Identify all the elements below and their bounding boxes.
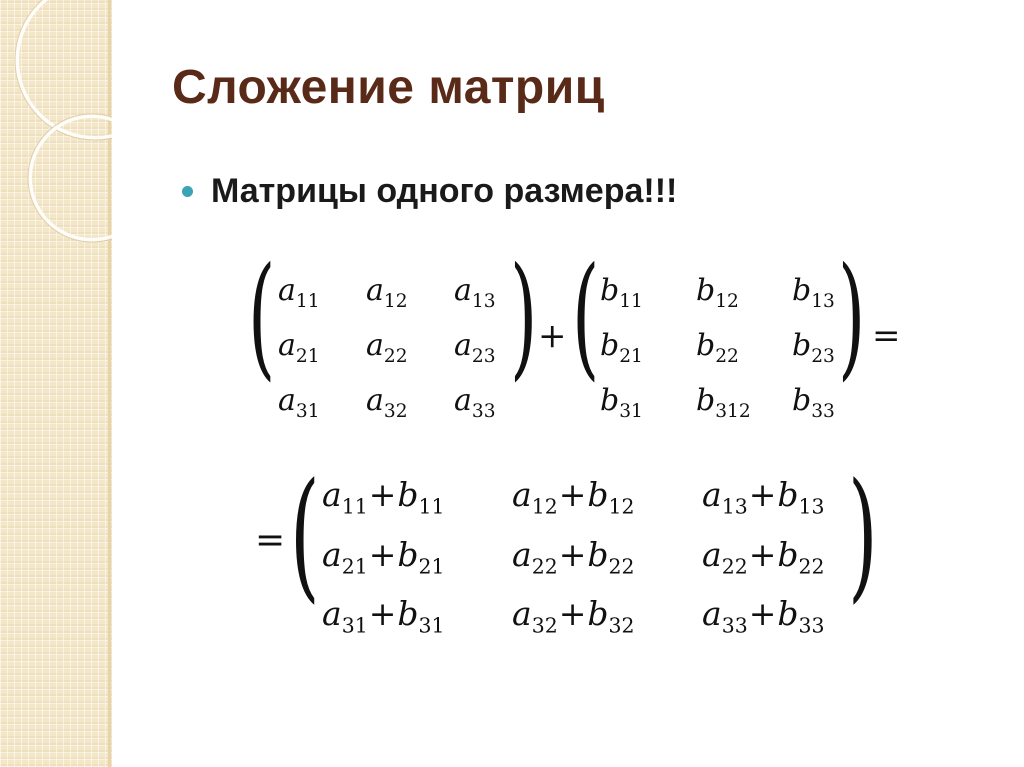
matrix-b-entry-23: $b_{23}$ [792,328,835,367]
sum-entry-23: $a_{22}+b_{22}$ [702,534,825,579]
matrix-b-entry-12: $b_{12}$ [696,273,739,312]
matrix-a-entry-21: $a_{21}$ [278,328,320,367]
sum-right-paren: ) [848,451,878,617]
matrix-a-left-paren: ( [248,238,276,395]
bullet-text: Матрицы одного размера!!! [211,172,678,210]
sum-left-paren: ( [290,451,320,617]
matrix-a-entry-23: $a_{23}$ [454,328,496,367]
matrix-a-entry-32: $a_{32}$ [366,383,408,422]
sum-entry-22: $a_{22}+b_{22}$ [512,534,635,579]
plus-operator: + [538,316,567,356]
sum-entry-13: $a_{13}+b_{13}$ [702,475,825,519]
matrix-a-entry-11: $a_{11}$ [278,273,320,312]
matrix-a-entry-12: $a_{12}$ [366,273,408,312]
decorative-rings [0,0,112,260]
bullet-item [182,172,677,211]
matrix-b [600,272,864,431]
sum-entry-12: $a_{12}+b_{12}$ [512,475,635,519]
sum-entry-31: $a_{31}+b_{31}$ [322,594,445,638]
matrix-b-entry-32: $b_{312}$ [696,383,751,422]
round-bullet-icon [182,186,193,197]
matrix-b-entry-31: $b_{31}$ [600,383,643,422]
matrix-b-entry-21: $b_{21}$ [600,328,643,367]
matrix-sum [322,474,892,647]
matrix-b-entry-22: $b_{22}$ [696,328,739,367]
matrix-a-entry-13: $a_{13}$ [454,273,496,312]
matrix-a-entry-33: $a_{33}$ [454,383,496,422]
matrix-b-entry-33: $b_{33}$ [792,383,835,422]
matrix-a-entry-31: $a_{31}$ [278,383,320,422]
sum-entry-21: $a_{21}+b_{21}$ [322,534,445,579]
sum-entry-32: $a_{32}+b_{32}$ [512,594,635,638]
matrix-b-right-paren: ) [838,238,866,395]
matrix-a-right-paren: ) [510,238,538,395]
equals-operator-1: = [872,316,901,356]
matrix-b-entry-13: $b_{13}$ [792,273,835,312]
matrix-a [278,272,542,431]
matrix-b-left-paren: ( [572,238,600,395]
matrix-a-entry-22: $a_{22}$ [366,328,408,367]
slide-title: Сложение матриц [172,61,605,114]
equals-operator-2: = [255,520,286,561]
sum-entry-11: $a_{11}+b_{11}$ [322,475,445,519]
sum-entry-33: $a_{33}+b_{33}$ [702,594,825,638]
matrix-b-entry-11: $b_{11}$ [600,273,643,312]
